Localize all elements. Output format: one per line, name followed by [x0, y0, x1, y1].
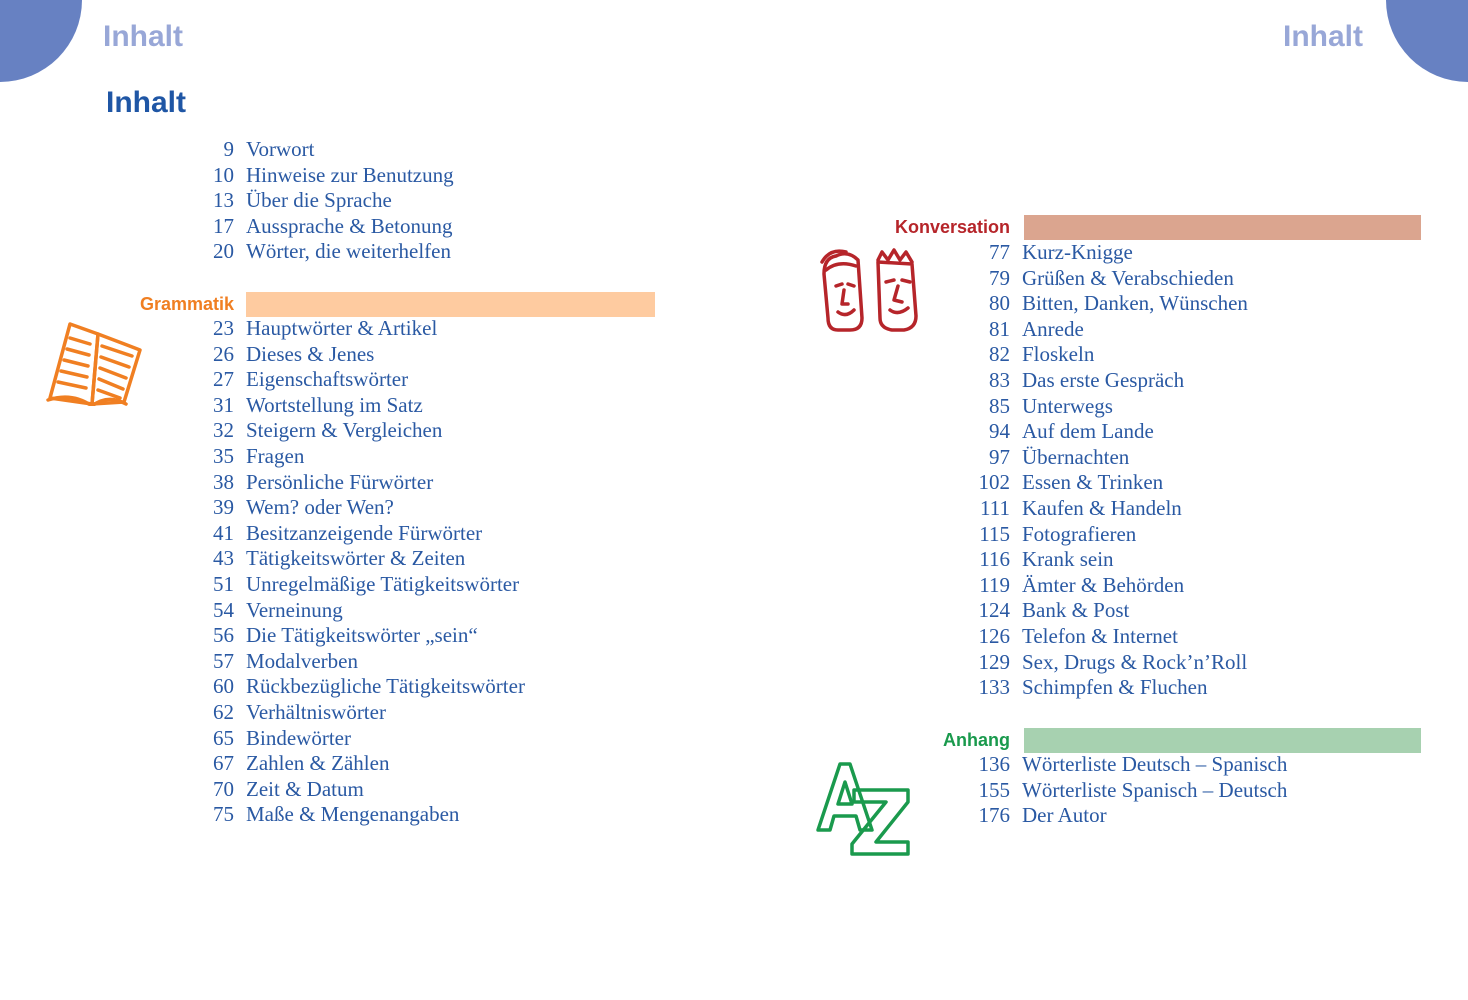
toc-title: Fotografieren — [1022, 521, 1137, 546]
toc-entry[interactable] — [200, 163, 454, 189]
toc-page-number: 27 — [213, 367, 234, 392]
toc-title: Persönliche Fürwörter — [246, 469, 434, 494]
toc-list-grammatik — [200, 316, 525, 828]
toc-entry[interactable] — [200, 367, 525, 393]
section-label-anhang: Anhang — [943, 730, 1010, 750]
toc-title: Krank sein — [1022, 547, 1114, 572]
toc-title: Wortstellung im Satz — [246, 392, 423, 417]
toc-entry[interactable] — [972, 547, 1248, 573]
toc-title: Wörter, die weiterhelfen — [246, 239, 451, 264]
toc-page-number: 54 — [213, 597, 234, 622]
toc-entry[interactable] — [200, 188, 454, 214]
toc-title: Hinweise zur Benutzung — [246, 162, 454, 187]
toc-page-number: 67 — [213, 751, 234, 776]
page-corner-right — [1386, 0, 1468, 82]
running-head-left: Inhalt — [103, 20, 183, 53]
toc-page-number: 13 — [213, 188, 234, 213]
toc-title: Wörterliste Spanisch – Deutsch — [1022, 777, 1288, 802]
toc-entry[interactable] — [200, 316, 525, 342]
toc-page-number: 31 — [213, 392, 234, 417]
toc-page-number: 32 — [213, 418, 234, 443]
toc-title: Modalverben — [246, 648, 358, 673]
toc-page-number: 176 — [978, 803, 1010, 828]
toc-entry[interactable] — [200, 214, 454, 240]
toc-title: Verhältniswörter — [246, 699, 386, 724]
toc-title: Hauptwörter & Artikel — [246, 316, 438, 340]
toc-title: Maße & Mengenangaben — [246, 802, 460, 827]
toc-page-number: 102 — [978, 470, 1010, 495]
toc-entry[interactable] — [972, 445, 1248, 471]
toc-page-number: 51 — [213, 571, 234, 596]
toc-page-number: 80 — [989, 291, 1010, 316]
toc-title: Verneinung — [246, 597, 343, 622]
toc-page-number: 38 — [213, 469, 234, 494]
running-head-right: Inhalt — [1283, 20, 1363, 53]
toc-entry[interactable] — [972, 470, 1248, 496]
toc-title: Unregelmäßige Tätigkeitswörter — [246, 571, 520, 596]
toc-entry[interactable] — [200, 751, 525, 777]
toc-page-number: 60 — [213, 674, 234, 699]
toc-page-number: 43 — [213, 546, 234, 571]
toc-page-number: 70 — [213, 776, 234, 801]
toc-entry[interactable] — [200, 546, 525, 572]
section-bar-grammatik — [246, 292, 655, 317]
toc-title: Unterwegs — [1022, 393, 1113, 418]
toc-entry[interactable] — [972, 675, 1248, 701]
toc-title: Eigenschaftswörter — [246, 367, 409, 392]
toc-entry[interactable] — [200, 623, 525, 649]
toc-page-number: 57 — [213, 648, 234, 673]
toc-page-number: 119 — [979, 572, 1010, 597]
toc-page-number: 136 — [978, 752, 1010, 776]
page-title: Inhalt — [106, 86, 186, 119]
toc-title: Bitten, Danken, Wünschen — [1022, 291, 1248, 316]
toc-title: Schimpfen & Fluchen — [1022, 675, 1208, 700]
toc-page-number: 111 — [980, 495, 1010, 520]
toc-page-number: 126 — [978, 623, 1010, 648]
toc-page-number: 116 — [979, 547, 1010, 572]
toc-entry[interactable] — [200, 137, 454, 163]
toc-entry[interactable] — [200, 393, 525, 419]
section-label-konversation: Konversation — [894, 217, 1010, 237]
toc-page-number: 82 — [989, 342, 1010, 367]
toc-page-number: 97 — [989, 444, 1010, 469]
open-book-icon — [46, 320, 146, 406]
toc-entry[interactable] — [200, 777, 525, 803]
toc-title: Tätigkeitswörter & Zeiten — [246, 546, 466, 571]
toc-page-number: 133 — [978, 675, 1010, 700]
toc-list-anhang — [972, 752, 1287, 829]
toc-title: Wem? oder Wen? — [246, 495, 394, 520]
toc-page-number: 35 — [213, 443, 234, 468]
toc-entry[interactable] — [972, 598, 1248, 624]
toc-list-konversation — [972, 240, 1248, 701]
toc-entry[interactable] — [200, 674, 525, 700]
toc-entry[interactable] — [200, 239, 454, 265]
toc-entry[interactable] — [200, 342, 525, 368]
toc-entry[interactable] — [200, 470, 525, 496]
toc-entry[interactable] — [200, 598, 525, 624]
toc-page-number: 129 — [978, 649, 1010, 674]
toc-entry[interactable] — [200, 521, 525, 547]
section-bar-anhang — [1024, 728, 1421, 753]
toc-entry[interactable] — [972, 394, 1248, 420]
toc-title: Ämter & Behörden — [1022, 572, 1185, 597]
toc-page-number: 62 — [213, 699, 234, 724]
toc-page-number: 115 — [979, 521, 1010, 546]
toc-page-number: 41 — [213, 520, 234, 545]
toc-entry[interactable] — [200, 802, 525, 828]
toc-page-number: 94 — [989, 419, 1010, 444]
toc-entry[interactable] — [972, 650, 1248, 676]
toc-entry[interactable] — [972, 240, 1248, 266]
toc-entry[interactable] — [972, 317, 1248, 343]
toc-title: Kurz-Knigge — [1022, 240, 1133, 264]
toc-title: Aussprache & Betonung — [246, 213, 453, 238]
toc-page-number: 20 — [213, 239, 234, 264]
toc-page-number: 26 — [213, 341, 234, 366]
a-z-icon — [814, 760, 914, 858]
toc-page-number: 124 — [978, 598, 1010, 623]
toc-entry[interactable] — [200, 726, 525, 752]
toc-title: Grüßen & Verabschieden — [1022, 265, 1234, 290]
section-bar-konversation — [1024, 215, 1421, 240]
toc-page-number: 75 — [213, 802, 234, 827]
toc-page-number: 56 — [213, 623, 234, 648]
toc-entry[interactable] — [972, 624, 1248, 650]
toc-entry[interactable] — [972, 368, 1248, 394]
toc-title: Telefon & Internet — [1022, 623, 1178, 648]
toc-page-number: 155 — [978, 777, 1010, 802]
toc-title: Fragen — [246, 443, 305, 468]
toc-entry[interactable] — [200, 495, 525, 521]
toc-entry[interactable] — [972, 573, 1248, 599]
toc-title: Auf dem Lande — [1022, 419, 1154, 444]
toc-title: Steigern & Vergleichen — [246, 418, 443, 443]
toc-title: Essen & Trinken — [1022, 470, 1164, 495]
toc-page-number: 83 — [989, 367, 1010, 392]
toc-title: Dieses & Jenes — [246, 341, 375, 366]
toc-page-number: 39 — [213, 495, 234, 520]
toc-entry[interactable] — [200, 572, 525, 598]
page-corner-left — [0, 0, 82, 82]
toc-entry[interactable] — [972, 266, 1248, 292]
toc-entry[interactable] — [972, 778, 1287, 804]
toc-title: Anrede — [1022, 316, 1084, 341]
toc-page-number: 79 — [989, 265, 1010, 290]
toc-page-number: 65 — [213, 725, 234, 750]
toc-page-number: 10 — [213, 162, 234, 187]
toc-title: Bindewörter — [246, 725, 351, 750]
toc-title: Kaufen & Handeln — [1022, 495, 1182, 520]
toc-title: Rückbezügliche Tätigkeitswörter — [246, 674, 525, 699]
section-label-grammatik: Grammatik — [139, 294, 234, 314]
toc-entry[interactable] — [972, 342, 1248, 368]
toc-entry[interactable] — [972, 522, 1248, 548]
toc-page-number: 17 — [213, 213, 234, 238]
toc-title: Zahlen & Zählen — [246, 751, 390, 776]
toc-entry[interactable] — [200, 444, 525, 470]
two-faces-icon — [816, 246, 924, 334]
toc-title: Wörterliste Deutsch – Spanisch — [1022, 752, 1288, 776]
toc-entry[interactable] — [972, 752, 1287, 778]
toc-page-number: 81 — [989, 316, 1010, 341]
toc-title: Über die Sprache — [246, 188, 392, 213]
toc-title: Sex, Drugs & Rock’n’Roll — [1022, 649, 1248, 674]
toc-title: Übernachten — [1022, 444, 1130, 469]
toc-entry[interactable] — [200, 418, 525, 444]
toc-entry[interactable] — [972, 291, 1248, 317]
toc-entry[interactable] — [972, 803, 1287, 829]
toc-title: Floskeln — [1022, 342, 1095, 367]
toc-entry[interactable] — [972, 496, 1248, 522]
toc-title: Die Tätigkeitswörter „sein“ — [246, 623, 478, 648]
toc-title: Der Autor — [1022, 803, 1107, 828]
toc-entry[interactable] — [200, 649, 525, 675]
toc-entry[interactable] — [972, 419, 1248, 445]
toc-title: Bank & Post — [1022, 598, 1130, 623]
toc-page-number: 85 — [989, 393, 1010, 418]
toc-title: Das erste Gespräch — [1022, 367, 1185, 392]
toc-list-intro — [200, 137, 454, 265]
toc-page-number: 77 — [989, 240, 1010, 264]
toc-title: Zeit & Datum — [246, 776, 364, 801]
toc-title: Vorwort — [246, 137, 315, 161]
toc-entry[interactable] — [200, 700, 525, 726]
toc-title: Besitzanzeigende Fürwörter — [246, 520, 483, 545]
toc-page-number: 9 — [223, 137, 234, 161]
toc-page-number: 23 — [213, 316, 234, 340]
